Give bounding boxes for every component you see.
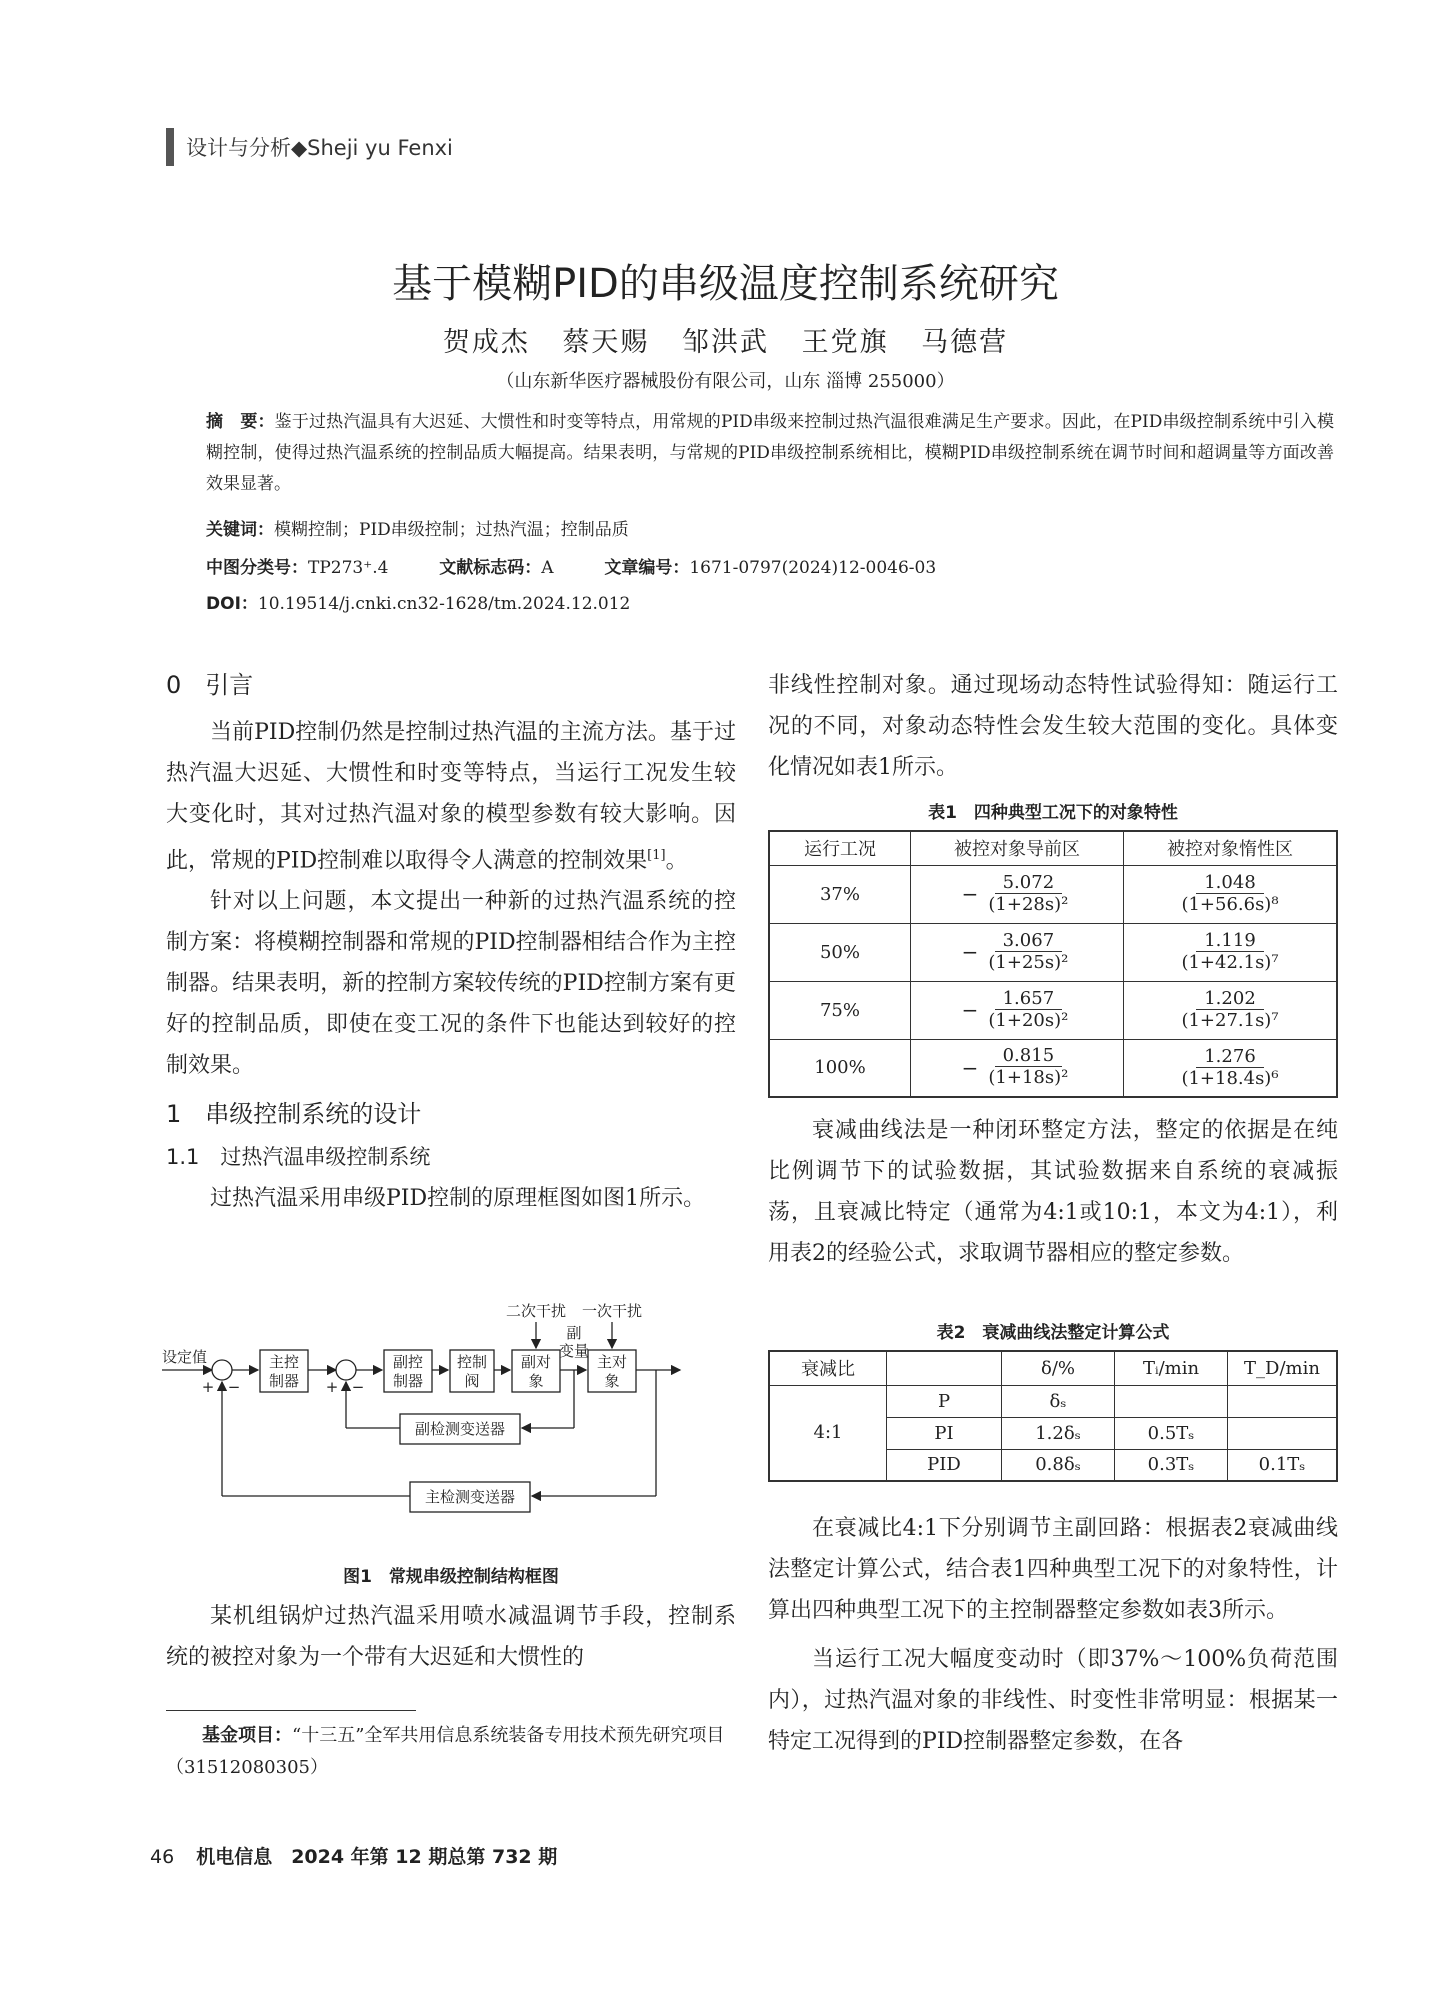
fraction-numerator: 3.067: [995, 931, 1063, 952]
setpoint-label: 设定值: [162, 1348, 208, 1366]
right-column-bottom: [768, 1508, 1338, 1762]
table-2-header: T_D/min: [1228, 1351, 1338, 1385]
right-column-top: [768, 665, 1338, 788]
table-cell-inert: [1124, 923, 1338, 981]
sum1-plus: +: [201, 1378, 215, 1396]
keywords: [206, 515, 1334, 546]
left-column-bottom: [166, 1596, 736, 1678]
author-list: 贺成杰 蔡天赐 邹洪武 王党旗 马德营: [442, 327, 1009, 358]
valve-label-2: 阀: [464, 1372, 480, 1390]
valve-label-1: 控制: [456, 1353, 488, 1371]
paragraph-intro-1: [166, 712, 736, 881]
fraction-numerator: 5.072: [995, 873, 1063, 894]
paragraph-object: 某机组锅炉过热汽温采用喷水减温调节手段，控制系统的被控对象为一个带有大迟延和大惯性的: [166, 1604, 736, 1670]
table-cell-load: 37%: [769, 865, 911, 923]
main-controller-label-1: 主控: [268, 1353, 300, 1371]
fraction-denominator: (1+20s)²: [988, 1009, 1069, 1031]
table-2-caption: 表2 衰减曲线法整定计算公式: [936, 1323, 1170, 1343]
minus-sign: −: [961, 1055, 979, 1080]
disturbance-1-label: 一次干扰: [581, 1302, 643, 1320]
table-cell-lead: [911, 1039, 1124, 1097]
table-cell-delta: 0.8δₛ: [1002, 1449, 1115, 1481]
sum1-minus: −: [227, 1378, 241, 1396]
header-bar: [166, 128, 174, 166]
table-1: [768, 830, 1338, 1098]
table-cell-ratio: 4:1: [769, 1385, 887, 1481]
paragraph-end: 。: [665, 848, 688, 874]
fraction-denominator: (1+56.6s)⁸: [1181, 894, 1279, 915]
table-cell-delta: δₛ: [1002, 1385, 1115, 1417]
citation-ref: [1]: [647, 848, 666, 863]
fraction-numerator: 1.048: [1196, 873, 1264, 894]
footnote-text: “十三五”全军共用信息系统装备专用技术预先研究项目（31512080305）: [166, 1725, 725, 1778]
minus-sign: −: [961, 998, 979, 1022]
doi-value: 10.19514/j.cnki.cn32-1628/tm.2024.12.012: [257, 594, 631, 614]
fraction-numerator: 1.202: [1196, 989, 1264, 1010]
doi-label: DOI：: [206, 594, 258, 614]
table-cell-type: PID: [887, 1449, 1002, 1481]
fraction-denominator: (1+42.1s)⁷: [1181, 952, 1279, 973]
left-column-top: [166, 665, 736, 1219]
table-cell-ti: [1115, 1385, 1228, 1417]
table-cell-lead: [911, 923, 1124, 981]
table-row: [769, 923, 1337, 981]
paper-title: 基于模糊PID的串级温度控制系统研究: [392, 261, 1059, 307]
table-2-header: Tᵢ/min: [1115, 1351, 1228, 1385]
fraction-denominator: (1+27.1s)⁷: [1181, 1010, 1279, 1031]
fraction-denominator: (1+28s)²: [988, 893, 1069, 915]
main-sensor-label: 主检测变送器: [424, 1488, 516, 1506]
main-controller-label-2: 制器: [268, 1372, 300, 1390]
fraction-numerator: 1.276: [1196, 1047, 1264, 1068]
doc-code-label: 文献标志码：: [439, 558, 542, 578]
table-cell-inert: [1124, 1039, 1338, 1097]
sub-variable-label-2: 变量: [558, 1342, 590, 1360]
table-2-header: [887, 1351, 1002, 1385]
table-cell-load: 50%: [769, 923, 911, 981]
paragraph-nonlinear: 非线性控制对象。通过现场动态特性试验得知：随运行工况的不同，对象动态特性会发生较大范围的变化。具体变化情况如表1所示。: [768, 673, 1338, 780]
clc-label: 中图分类号：: [206, 558, 308, 578]
main-object-label-1: 主对: [596, 1353, 628, 1371]
figure-1-caption: 图1 常规串级控制结构框图: [343, 1567, 559, 1587]
sub-sensor-label: 副检测变送器: [414, 1420, 506, 1438]
table-row: [769, 1039, 1337, 1097]
article-no-value: 1671-0797(2024)12-0046-03: [689, 558, 937, 578]
doc-code-value: A: [541, 558, 554, 578]
page-number: 46: [150, 1846, 175, 1868]
table-1-header: 被控对象惰性区: [1124, 831, 1338, 865]
table-cell-load: 75%: [769, 981, 911, 1039]
table-cell-delta: 1.2δₛ: [1002, 1417, 1115, 1449]
sub-variable-label-1: 副: [566, 1324, 582, 1342]
fraction-numerator: 1.119: [1196, 931, 1264, 952]
table-cell-load: 100%: [769, 1039, 911, 1097]
table-1-header: 运行工况: [769, 831, 911, 865]
table-cell-type: PI: [887, 1417, 1002, 1449]
abstract: [206, 407, 1334, 500]
running-header: 设计与分析◆Sheji yu Fenxi: [186, 136, 453, 160]
footnote-rule: [166, 1710, 416, 1711]
figure-1-block-diagram: [160, 1298, 740, 1558]
journal-info: 机电信息 2024 年第 12 期总第 732 期: [196, 1846, 558, 1868]
table-cell-lead: [911, 865, 1124, 923]
paragraph-fig-ref: 过热汽温采用串级PID控制的原理框图如图1所示。: [210, 1186, 706, 1212]
table-1-header: 被控对象导前区: [911, 831, 1124, 865]
table-cell-inert: [1124, 865, 1338, 923]
sub-controller-label-1: 副控: [392, 1353, 424, 1371]
table-cell-ti: 0.3Tₛ: [1115, 1449, 1228, 1481]
right-column-middle: [768, 1110, 1338, 1274]
table-cell-td: [1228, 1417, 1338, 1449]
section-1-1-heading: 1.1 过热汽温串级控制系统: [166, 1145, 431, 1170]
abstract-text: 鉴于过热汽温具有大迟延、大惯性和时变等特点，用常规的PID串级来控制过热汽温很难满足生产要求。因此，在PID串级控制系统中引入模糊控制，使得过热汽温系统的控制品质大幅提高。结果表明，与常规的PID串级控制系统相比，模糊PID串级控制系统在调节时间和超调量等方面改善效果显著。: [206, 412, 1334, 494]
main-object-label-2: 象: [604, 1372, 620, 1390]
table-1-caption: 表1 四种典型工况下的对象特性: [928, 803, 1178, 823]
fraction-numerator: 1.657: [995, 989, 1063, 1010]
disturbance-2-label: 二次干扰: [505, 1302, 567, 1320]
table-cell-ti: 0.5Tₛ: [1115, 1417, 1228, 1449]
table-cell-inert: [1124, 981, 1338, 1039]
sum2-minus: −: [351, 1378, 365, 1396]
section-0-heading: 0 引言: [166, 671, 254, 699]
fraction-numerator: 0.815: [995, 1046, 1063, 1067]
table-cell-lead: [911, 981, 1124, 1039]
sum2-plus: +: [325, 1378, 339, 1396]
section-1-heading: 1 串级控制系统的设计: [166, 1100, 422, 1129]
table-2-header: δ/%: [1002, 1351, 1115, 1385]
table-2: [768, 1350, 1338, 1482]
paragraph-intro-2: 针对以上问题，本文提出一种新的过热汽温系统的控制方案：将模糊控制器和常规的PID控制器相结合作为主控制器。结果表明，新的控制方案较传统的PID控制方案有更好的控制品质，即使在变工况的条件下也能达到较好的控制效果。: [166, 889, 736, 1079]
sub-controller-label-2: 制器: [392, 1372, 424, 1390]
paragraph-text: 当前PID控制仍然是控制过热汽温的主流方法。基于过热汽温大迟延、大惯性和时变等特点，当运行工况发生较大变化时，其对过热汽温对象的模型参数有较大影响。因此，常规的PID控制难以取得令人满意的控制效果: [166, 720, 736, 874]
clc-value: TP273⁺.4: [308, 558, 389, 578]
footnote: [166, 1720, 736, 1784]
minus-sign: −: [961, 882, 979, 906]
table-2-header: 衰减比: [769, 1351, 887, 1385]
keywords-text: 模糊控制；PID串级控制；过热汽温；控制品质: [274, 520, 629, 540]
paragraph-tuning: 在衰减比4:1下分别调节主副回路：根据表2衰减曲线法整定计算公式，结合表1四种典型工况下的对象特性，计算出四种典型工况下的主控制器整定参数如表3所示。: [768, 1516, 1338, 1623]
doi-line: [206, 589, 1334, 620]
table-cell-type: P: [887, 1385, 1002, 1417]
fraction-denominator: (1+25s)²: [988, 951, 1069, 973]
table-row: [769, 865, 1337, 923]
paragraph-decay-method: 衰减曲线法是一种闭环整定方法，整定的依据是在纯比例调节下的试验数据，其试验数据来自系统的衰减振荡，且衰减比特定（通常为4:1或10:1，本文为4:1），利用表2的经验公式，求取调节器相应的整定参数。: [768, 1118, 1338, 1266]
table-cell-td: 0.1Tₛ: [1228, 1449, 1338, 1481]
affiliation: （山东新华医疗器械股份有限公司，山东 淄博 255000）: [496, 371, 955, 392]
fraction-denominator: (1+18.4s)⁶: [1181, 1067, 1279, 1089]
footnote-label: 基金项目：: [202, 1725, 292, 1746]
article-no-label: 文章编号：: [604, 558, 690, 578]
abstract-label: 摘 要：: [206, 412, 275, 432]
page-footer: [150, 1842, 557, 1869]
table-row: [769, 1385, 1337, 1417]
table-cell-td: [1228, 1385, 1338, 1417]
table-row: [769, 981, 1337, 1039]
fraction-denominator: (1+18s)²: [988, 1067, 1069, 1089]
keywords-label: 关键词：: [206, 520, 274, 540]
classification-line: [206, 553, 1334, 584]
sub-object-label-1: 副对: [520, 1353, 552, 1371]
minus-sign: −: [961, 940, 979, 964]
sub-object-label-2: 象: [528, 1372, 544, 1390]
paragraph-nonlinearity: 当运行工况大幅度变动时（即37%～100%负荷范围内），过热汽温对象的非线性、时变性非常明显：根据某一特定工况得到的PID控制器整定参数，在各: [768, 1647, 1338, 1754]
